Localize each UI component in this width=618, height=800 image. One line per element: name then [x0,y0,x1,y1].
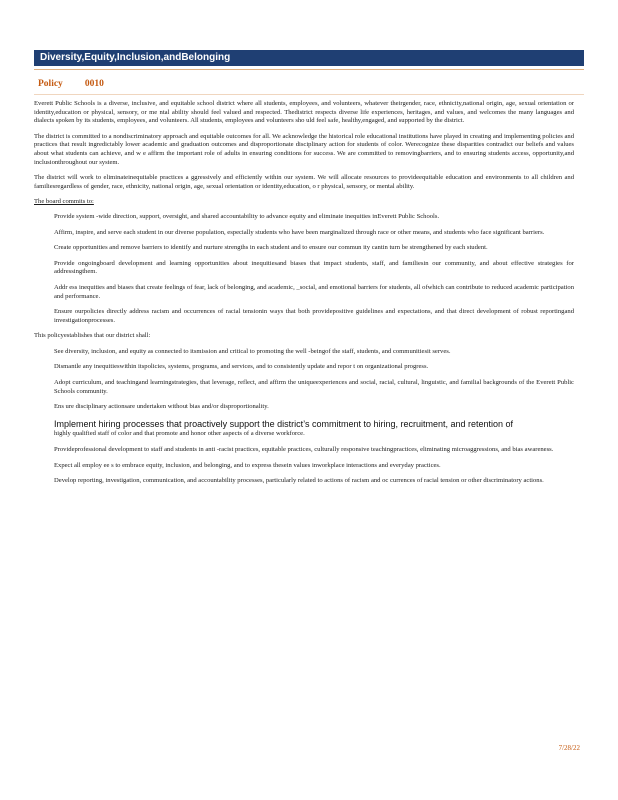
list-item-text: See diversity, inclusion, and equity as connected to itsmission and critical to promoting the well -beingof the staff, students, and communitiesit serves. [54,347,451,355]
list-item [34,379,574,396]
paragraph: The district is committed to a nondiscriminatory approach and equitable outcomes for all. We acknowledge the historical role educational institutions have played in creating and implementing policies and practices that result ingredictably lower academic and graduation outcomes and disproportionate disciplinary action for students of color. Werecognize these disparities contradict our beliefs and values about what students can achieve, and w e affirm the important role of adults in ensuring conditions for success. We are committed to removingbarriers, and to ensuring students access, opportunity,and inclusionthroughout our system. [34,132,574,166]
list-item-text: Provideprofessional development to staff and students in anti -racist practices, equitable practices, culturally responsive teachingpractices, eliminating microaggressions, and bias awareness. [54,446,554,454]
policy-number: 0010 [84,79,104,89]
list-item [34,363,574,372]
list-item-text: Expect all employ ee s to embrace equity, inclusion, and belonging, and to express thesein values inworkplace interactions and everyday practices. [54,461,441,469]
list-item [34,284,574,301]
list-item-text: Provide system -wide direction, support, oversight, and shared accountability to advance equity and eliminate inequities inEverett Public Schools. [54,212,440,220]
list-item [34,403,574,412]
footer-date: 7/28/22 [558,744,580,752]
list-item-lead-text: Implement hiring processes that proactively support the district’s commitment to hiring, recruitment, and retention of [54,418,514,429]
list-item [34,213,574,222]
list-item [34,260,574,277]
list-item [34,244,574,253]
list-item-text: Affirm, inspire, and serve each student in our diverse population, especially students who have been marginalized through race or other means, and students who face significant barriers. [54,228,545,236]
board-commitments-heading: The board commits to: [34,198,94,206]
policy-label: Policy [38,79,63,89]
list-item [34,446,574,455]
list-item [34,462,574,471]
list-item-text: Ensure ourpolicies directly address racism and occurrences of racial tensionin ways that both providepositive guidelines and expectations, and that direct development of robust reportingand investigationprocesses. [54,308,574,324]
page-title: Diversity,Equity,Inclusion,andBelonging [40,52,231,63]
policy-heading [38,79,104,89]
list-item [34,477,574,486]
list-item-text: Dismantle any inequitieswithin itspolicies, systems, programs, and services, and to consistently update and repor t on organizational progress. [54,363,429,371]
list-item-text: Provide ongoingboard development and learning opportunities about inequitiesand biases that impact students, staff, and familiesin our community, and about effective strategies for addressingthem. [54,259,574,276]
list-item-text: Create opportunities and remove barriers to identify and nurture strengths in each student and to ensure our commun ity cantin turn be strengthened by each student. [54,244,488,252]
list-item [34,348,574,357]
list-item-text: Develop reporting, investigation, communication, and accountability processes, particularly related to actions of racism and oc currences of racial tension or other discriminatory actions. [54,477,544,485]
list-item-text: Ens ure disciplinary actionsare undertaken without bias and/or disproportionality. [54,403,269,411]
district-shall-heading: This policyestablishes that our district shall: [34,332,151,340]
list-item-text: Addr ess inequities and biases that create feelings of fear, lack of belonging, and academic, _social, and emotional barriers for students, all ofwhich can contribute to reduced academic participation and performance. [54,283,574,300]
list-item [34,229,574,238]
list-item-text: highly qualified staff of color and that promote and honor other aspects of a diverse workforce. [54,430,305,438]
policy-divider [34,94,584,95]
list-item-text: Adopt curriculum, and teachingand learningstrategies, that leverage, reflect, and affirm the uniqueexperiences and social, racial, cultural, linguistic, and familial backgrounds of the Everett Public Schools community. [54,379,574,395]
paragraph: Everett Public Schools is a diverse, inclusive, and equitable school district where all students, employees, and volunteers, whatever theirgender, race, ethnicity,national origin, age, sexual orientation or identity,education or physical, sensory, or me ntal ability should feel valued and respected. Thedistrict respects diverse life experiences, heritages, and values, and welcomes the many languages and dialects spoken by its students, employees, and volunteers. All students, employees and volunteers sho uld feel safe, healthy,engaged, and supported by the district. [34,100,574,125]
page-title-bar [34,50,584,66]
list-item [34,419,574,439]
paragraph: The district will work to eliminateinequitable practices a ggressively and efficiently within our system. We will allocate resources to provideequitable education and environments to all children and familiesregardless of gender, race, ethnicity, national origin, age, sexual orientation or identity,education, o r physical, sensory, or mental ability. [34,174,574,190]
list-item [34,308,574,325]
policy-body [34,100,574,493]
title-divider [34,69,584,70]
